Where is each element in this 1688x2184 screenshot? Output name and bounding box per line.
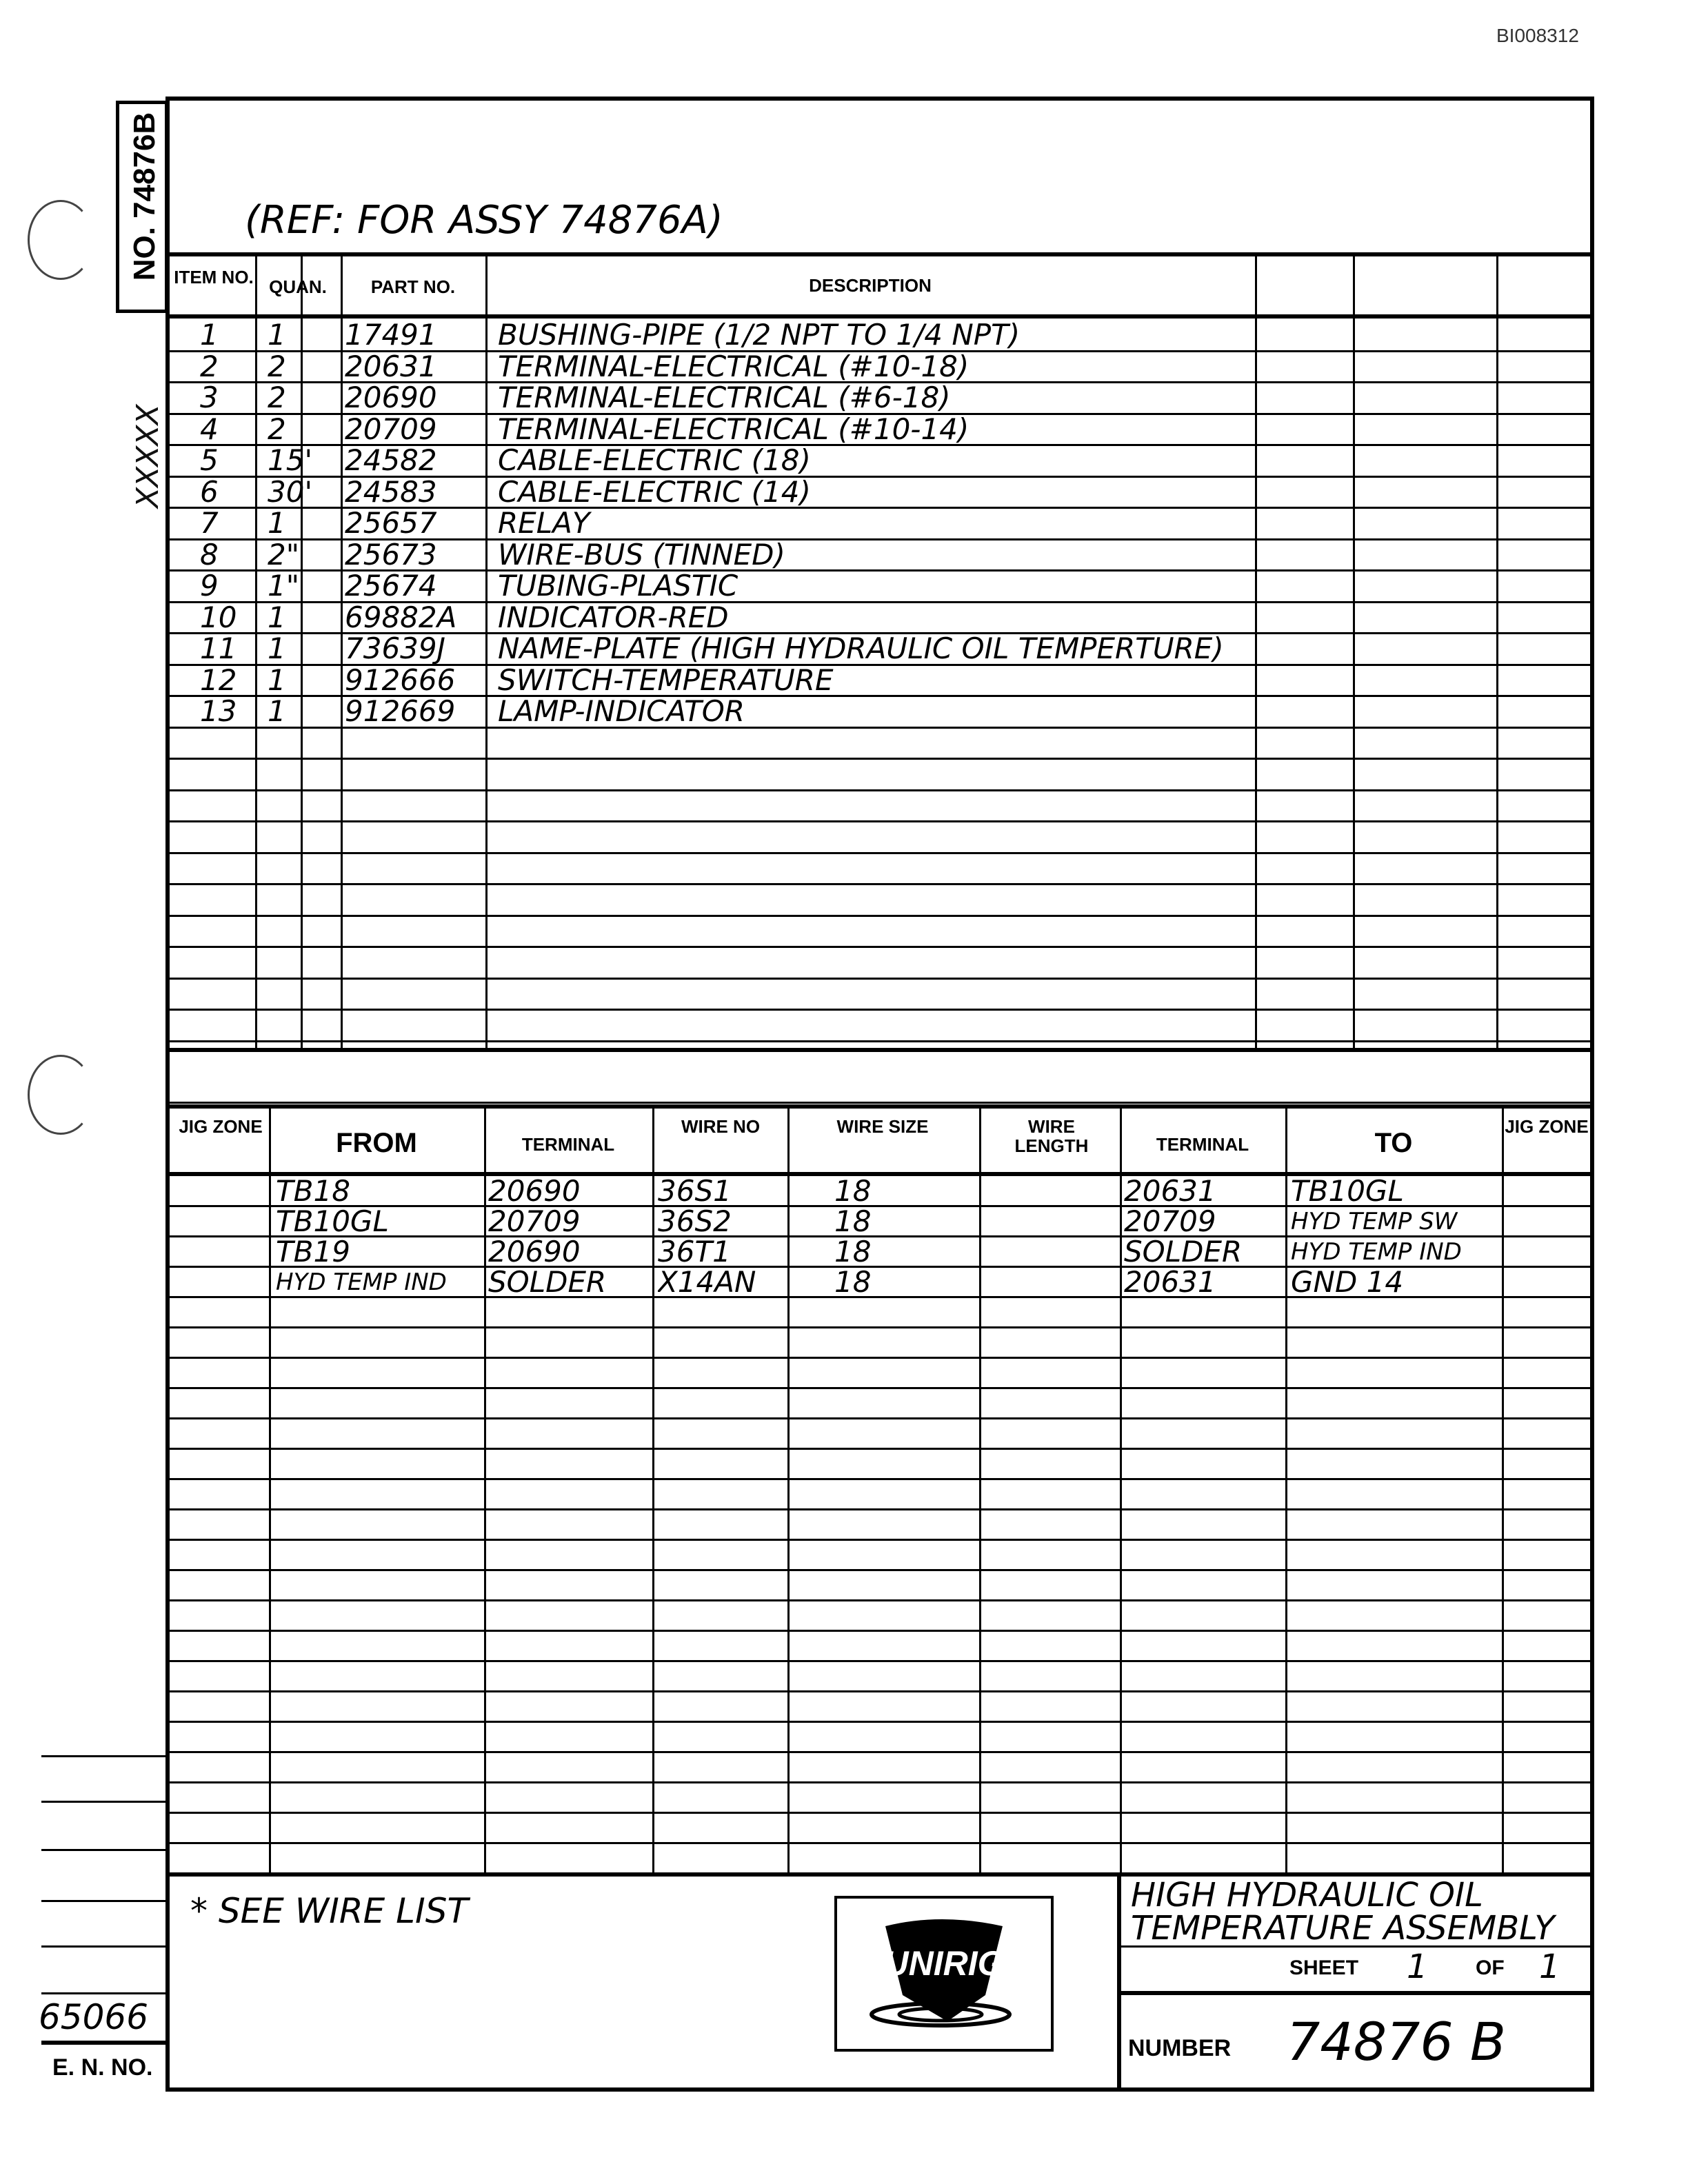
wire-cell-terminal-to: 20709 (1124, 1206, 1216, 1237)
wire-cell-wire-length (985, 1176, 1116, 1206)
parts-cell-part-no: 17491 (345, 318, 437, 352)
title-line-2: TEMPERATURE ASSEMBLY (1131, 1909, 1555, 1948)
header-jig-zone-right: JIG ZONE (1505, 1116, 1589, 1137)
parts-cell-quan: 1 (268, 600, 286, 634)
wire-row-rule (165, 1448, 1594, 1450)
parts-cell-item: 10 (200, 600, 237, 634)
parts-cell-item: 6 (200, 474, 219, 509)
wire-cell-wire-size: 18 (834, 1176, 872, 1206)
wire-cell-wire-no: 36S1 (658, 1176, 732, 1206)
see-wire-list-note: * SEE WIRE LIST (190, 1891, 469, 1931)
parts-cell-part-no: 24582 (345, 443, 437, 477)
wire-row-rule (165, 1539, 1594, 1541)
wire-row-rule (165, 1630, 1594, 1632)
of-label: OF (1476, 1957, 1505, 1979)
wire-row-rule (165, 1751, 1594, 1753)
wire-row-rule (165, 1781, 1594, 1783)
wire-cell-from: TB10GL (276, 1206, 389, 1237)
parts-cell-item: 4 (200, 412, 219, 446)
wire-cell-wire-no: X14AN (658, 1267, 756, 1297)
wire-row-rule (165, 1569, 1594, 1571)
header-terminal-from: TERMINAL (521, 1134, 615, 1155)
drawing-number: 74876 B (1287, 2011, 1507, 2072)
parts-cell-part-no: 25657 (345, 506, 437, 540)
wire-cell-wire-size: 18 (834, 1267, 872, 1297)
header-from: FROM (336, 1128, 417, 1158)
header-part-no: PART NO. (370, 276, 456, 297)
parts-cell-description: TERMINAL-ELECTRICAL (#10-14) (498, 412, 969, 446)
wire-row-rule (165, 1721, 1594, 1723)
header-wire-size: WIRE SIZE (836, 1116, 929, 1137)
parts-cell-item: 8 (200, 537, 219, 572)
parts-cell-description: CABLE-ELECTRIC (18) (498, 443, 811, 477)
parts-cell-description: RELAY (498, 506, 590, 540)
header-jig-zone-left: JIG ZONE (179, 1116, 263, 1137)
parts-cell-quan: 1 (268, 663, 286, 697)
wire-row-rule (165, 1842, 1594, 1844)
parts-cell-part-no: 69882A (345, 600, 457, 634)
parts-cell-part-no: 73639J (345, 631, 445, 665)
wire-cell-terminal-from: 20709 (488, 1206, 581, 1237)
wire-cell-wire-length (985, 1237, 1116, 1267)
wire-cell-wire-size: 18 (834, 1206, 872, 1237)
parts-cell-part-no: 20631 (345, 349, 437, 383)
wire-row-rule (165, 1326, 1594, 1328)
parts-cell-description: INDICATOR-RED (498, 600, 729, 634)
wire-cell-from: TB19 (276, 1237, 350, 1267)
parts-cell-part-no: 20709 (345, 412, 437, 446)
parts-row-rule (165, 883, 1594, 885)
binder-hole-bottom (28, 1055, 94, 1135)
company-logo (834, 1896, 1054, 2052)
parts-cell-description: TERMINAL-ELECTRICAL (#10-18) (498, 349, 969, 383)
header-wire-length: WIRE LENGTH (1014, 1116, 1089, 1156)
en-no-label: E. N. NO. (52, 2054, 153, 2081)
parts-cell-quan: 1" (268, 569, 300, 603)
parts-cell-part-no: 912666 (345, 663, 456, 697)
parts-cell-part-no: 25674 (345, 569, 437, 603)
header-terminal-to: TERMINAL (1156, 1134, 1249, 1155)
wire-cell-from: HYD TEMP IND (276, 1268, 447, 1296)
wire-cell-terminal-to: 20631 (1124, 1267, 1216, 1297)
parts-row-rule (165, 820, 1594, 822)
parts-cell-item: 1 (200, 318, 219, 352)
parts-cell-quan: 2 (268, 349, 286, 383)
parts-row-rule (165, 946, 1594, 948)
wire-cell-terminal-from: 20690 (488, 1176, 581, 1206)
parts-cell-description: LAMP-INDICATOR (498, 694, 745, 728)
parts-cell-description: NAME-PLATE (HIGH HYDRAULIC OIL TEMPERTURE) (498, 631, 1224, 665)
number-label: NUMBER (1128, 2035, 1232, 2061)
header-to: TO (1374, 1128, 1413, 1158)
reference-note: (REF: FOR ASSY 74876A) (245, 198, 723, 243)
wire-cell-terminal-to: SOLDER (1124, 1237, 1243, 1267)
bates-number: BI008312 (1496, 25, 1579, 46)
wire-row-rule (165, 1387, 1594, 1389)
parts-cell-part-no: 24583 (345, 474, 437, 509)
parts-cell-description: SWITCH-TEMPERATURE (498, 663, 834, 697)
parts-cell-quan: 30' (268, 474, 312, 509)
parts-cell-item: 2 (200, 349, 219, 383)
parts-cell-quan: 2 (268, 381, 286, 414)
wire-row-rule (165, 1417, 1594, 1419)
parts-cell-quan: 15' (268, 443, 312, 477)
parts-row-rule (165, 852, 1594, 854)
parts-cell-quan: 2 (268, 412, 286, 446)
wire-cell-from: TB18 (276, 1176, 350, 1206)
wire-row-rule (165, 1599, 1594, 1601)
sheet-value: 1 (1407, 1948, 1428, 1986)
parts-cell-description: WIRE-BUS (TINNED) (498, 537, 785, 572)
title-line-1: HIGH HYDRAULIC OIL (1131, 1876, 1483, 1914)
parts-cell-quan: 1 (268, 506, 286, 540)
header-item-no: ITEM NO. (174, 267, 254, 287)
parts-cell-part-no: 20690 (345, 381, 437, 414)
parts-cell-item: 13 (200, 694, 237, 728)
wire-cell-wire-no: 36S2 (658, 1206, 732, 1237)
wire-row-rule (165, 1478, 1594, 1480)
wire-cell-to: TB10GL (1291, 1176, 1404, 1206)
parts-cell-item: 7 (200, 506, 219, 540)
parts-cell-quan: 1 (268, 631, 286, 665)
parts-cell-description: TERMINAL-ELECTRICAL (#6-18) (498, 381, 951, 414)
header-description: DESCRIPTION (809, 275, 932, 296)
wire-cell-wire-length (985, 1267, 1116, 1297)
parts-cell-item: 5 (200, 443, 219, 477)
parts-row-rule (165, 978, 1594, 980)
parts-row-rule (165, 789, 1594, 791)
vertical-x-marks: XXXXX (130, 404, 165, 508)
logo-text: UNIRIG (883, 1944, 1005, 1983)
binder-hole-top (28, 200, 94, 280)
parts-row-rule (165, 758, 1594, 760)
parts-row-rule (165, 915, 1594, 917)
wire-cell-wire-no: 36T1 (658, 1237, 731, 1267)
wire-row-rule (165, 1660, 1594, 1662)
wire-cell-to: HYD TEMP SW (1291, 1208, 1458, 1235)
parts-cell-part-no: 912669 (345, 694, 456, 728)
wire-cell-to: GND 14 (1291, 1267, 1404, 1297)
wire-row-rule (165, 1508, 1594, 1510)
parts-cell-description: TUBING-PLASTIC (498, 569, 738, 603)
parts-row-rule (165, 1040, 1594, 1042)
wire-row-rule (165, 1357, 1594, 1359)
parts-cell-item: 12 (200, 663, 237, 697)
parts-row-rule (165, 1009, 1594, 1011)
wire-cell-terminal-from: SOLDER (488, 1267, 607, 1297)
parts-cell-quan: 1 (268, 318, 286, 352)
wire-row-rule (165, 1812, 1594, 1814)
wire-row-rule (165, 1690, 1594, 1692)
parts-cell-description: BUSHING-PIPE (1/2 NPT TO 1/4 NPT) (498, 318, 1021, 352)
of-value: 1 (1539, 1948, 1560, 1986)
parts-cell-quan: 1 (268, 694, 286, 728)
wire-cell-wire-length (985, 1206, 1116, 1237)
header-quan: QUAN. (269, 276, 327, 297)
wire-cell-wire-size: 18 (834, 1237, 872, 1267)
wire-cell-terminal-to: 20631 (1124, 1176, 1216, 1206)
header-wire-no: WIRE NO (681, 1116, 761, 1137)
drawing-number-vertical: NO. 74876B (128, 112, 161, 281)
parts-cell-description: CABLE-ELECTRIC (14) (498, 474, 811, 509)
wire-cell-terminal-from: 20690 (488, 1237, 581, 1267)
en-no-value: 65066 (39, 1997, 149, 2037)
parts-cell-quan: 2" (268, 537, 300, 572)
wire-cell-to: HYD TEMP IND (1291, 1238, 1462, 1266)
sheet-label: SHEET (1289, 1957, 1359, 1979)
parts-cell-item: 9 (200, 569, 219, 603)
parts-cell-item: 3 (200, 381, 219, 414)
parts-cell-part-no: 25673 (345, 537, 437, 572)
parts-cell-item: 11 (200, 631, 237, 665)
